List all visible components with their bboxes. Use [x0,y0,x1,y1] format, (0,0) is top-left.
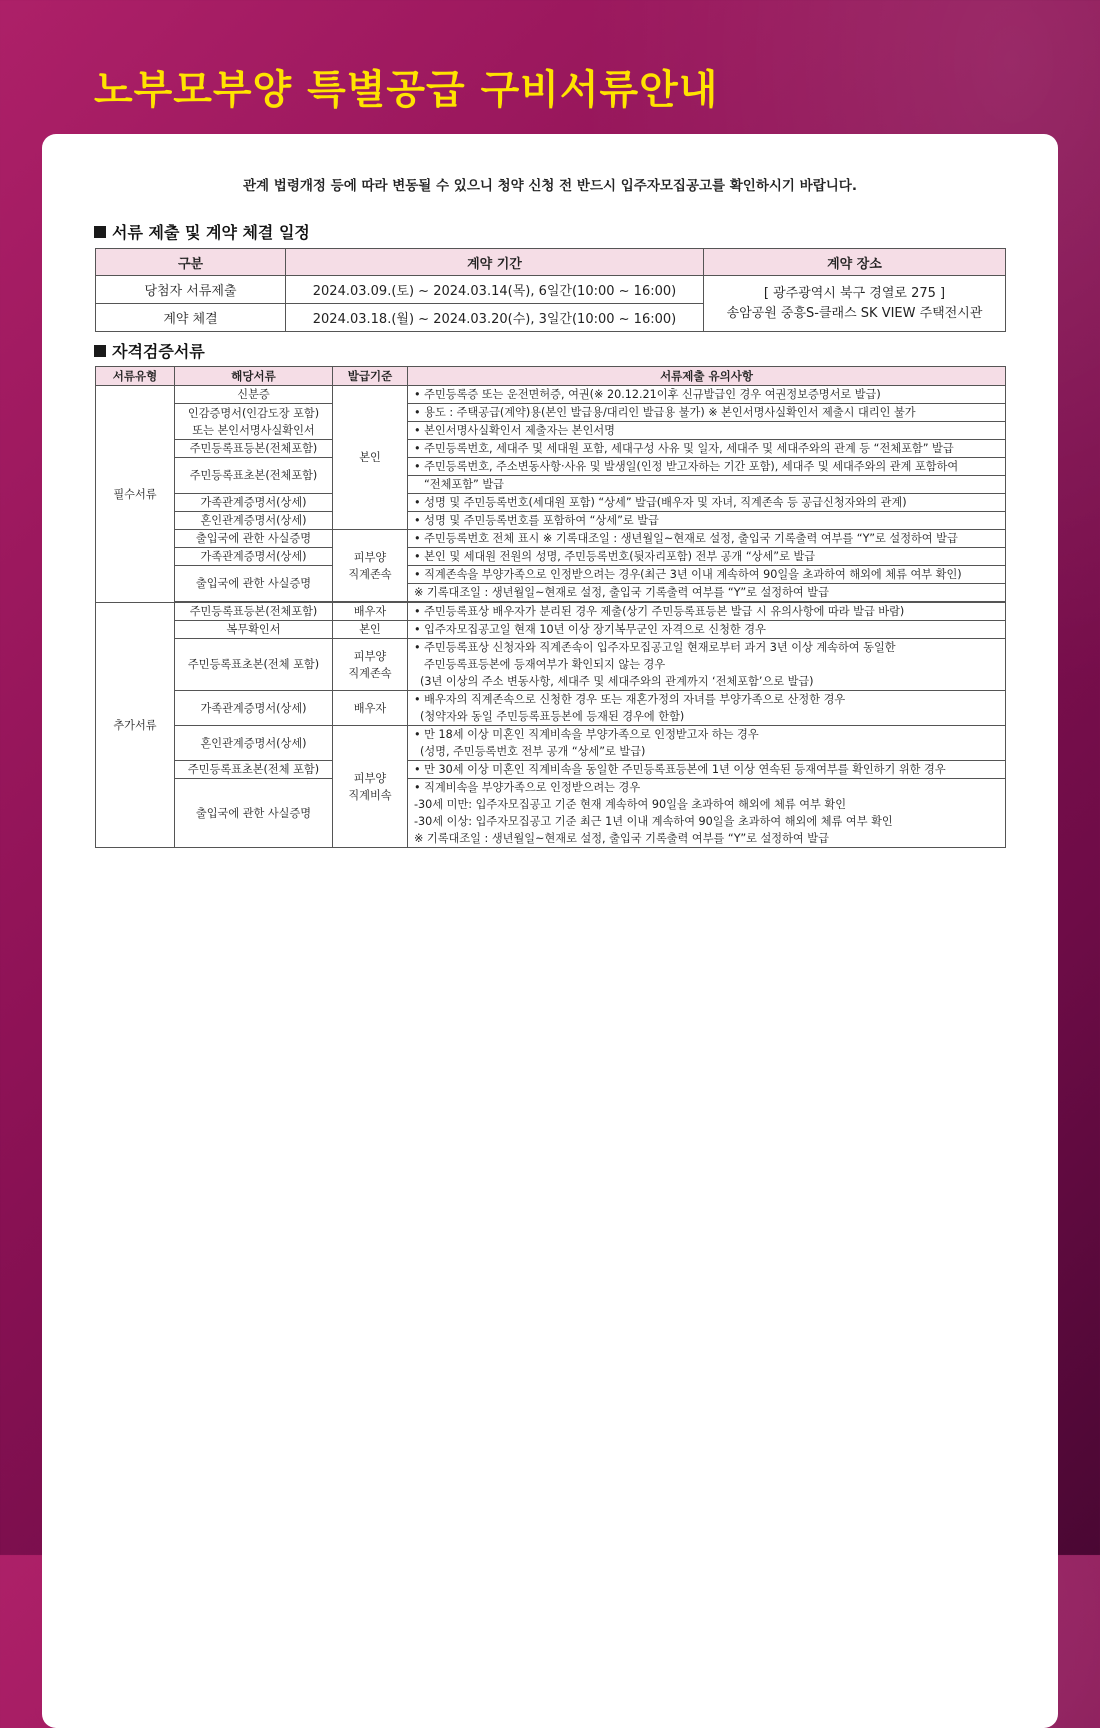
basis: 본인 [333,386,408,530]
doc-note: • 배우자의 직계존속으로 신청한 경우 또는 재혼가정의 자녀를 부양가족으로 산정한 경우 (청약자와 동일 주민등록표등본에 등재된 경우에 한함) [408,691,1006,726]
basis: 피부양 직계비속 [333,726,408,848]
doc-name: 주민등록표초본(전체 포함) [175,639,333,691]
docs-heading-text: 자격검증서류 [112,342,205,361]
doc-note: • 성명 및 주민등록번호(세대원 포함) “상세” 발급(배우자 및 자녀, 직계존속 등 공급신청자와의 관계) [408,494,1006,512]
table-row [96,726,1006,761]
schedule-table [95,248,1006,332]
table-row [96,566,1006,584]
doc-name: 가족관계증명서(상세) [175,494,333,512]
table-row [96,530,1006,548]
schedule-heading [94,220,310,243]
doc-note: “전체포함” 발급 [408,476,1006,494]
doc-note: • 용도 : 주택공급(계약)용(본인 발급용/대리인 발급용 불가) ※ 본인서명사실확인서 제출시 대리인 불가 [408,404,1006,422]
docs-header: 서류제출 유의사항 [408,367,1006,386]
doc-name: 주민등록표초본(전체포함) [175,458,333,494]
schedule-header: 계약 기간 [286,249,704,276]
table-row [96,639,1006,691]
doc-name: 주민등록표등본(전체포함) [175,440,333,458]
basis: 피부양 직계존속 [333,530,408,602]
doc-note: • 주민등록표상 신청자와 직계존속이 입주자모집공고일 현재로부터 과거 3년 이상 계속하여 동일한 주민등록표등본에 등재여부가 확인되지 않는 경우 (3년 이상의 주소 변동사항, 세대주 및 세대주와의 관계까지 ‘전체포함’으로 발급) [408,639,1006,691]
basis: 피부양 직계존속 [333,639,408,691]
table-row [96,621,1006,639]
doc-name: 신분증 [175,386,333,404]
doc-name: 가족관계증명서(상세) [175,548,333,566]
doc-name: 출입국에 관한 사실증명 [175,530,333,548]
schedule-period: 2024.03.18.(월) ~ 2024.03.20(수), 3일간(10:00 ~ 16:00) [286,304,704,332]
doc-note: ※ 기록대조일 : 생년월일~현재로 설정, 출입국 기록출력 여부를 “Y”로 설정하여 발급 [408,584,1006,602]
schedule-type: 당첨자 서류제출 [96,276,286,304]
group-label: 필수서류 [96,386,175,603]
table-row [96,548,1006,566]
basis: 배우자 [333,691,408,726]
page-title: 노부모부양 특별공급 구비서류안내 [94,67,719,113]
doc-name: 혼인관계증명서(상세) [175,726,333,761]
schedule-period: 2024.03.09.(토) ~ 2024.03.14(목), 6일간(10:00 ~ 16:00) [286,276,704,304]
doc-note: • 만 30세 이상 미혼인 직계비속을 동일한 주민등록표등본에 1년 이상 연속된 등재여부를 확인하기 위한 경우 [408,761,1006,779]
table-row [96,691,1006,726]
square-bullet-icon [94,345,106,357]
basis: 배우자 [333,603,408,621]
square-bullet-icon [94,226,106,238]
docs-header: 서류유형 [96,367,175,386]
notice-text: 관계 법령개정 등에 따라 변동될 수 있으니 청약 신청 전 반드시 입주자모집공고를 확인하시기 바랍니다. [243,178,857,194]
place-name: 송암공원 중흥S-클래스 SK VIEW 주택전시관 [726,305,983,321]
doc-note: • 주민등록표상 배우자가 분리된 경우 제출(상기 주민등록표등본 발급 시 유의사항에 따라 발급 바람) [408,603,1006,621]
doc-note: • 직계존속을 부양가족으로 인정받으려는 경우(최근 3년 이내 계속하여 90일을 초과하여 해외에 체류 여부 확인) [408,566,1006,584]
table-row [96,779,1006,848]
table-row [96,404,1006,422]
doc-note: • 직계비속을 부양가족으로 인정받으려는 경우 -30세 미만: 입주자모집공고 기준 현재 계속하여 90일을 초과하여 해외에 체류 여부 확인 -30세 이상: 입주자모집공고 기준 최근 1년 이내 계속하여 90일을 초과하여 해외에 체류 여부 확인 ※ 기록대조일 : 생년월일~현재로 설정, 출입국 기록출력 여부를 “Y”로 설정하여 발급 [408,779,1006,848]
table-row [96,512,1006,530]
docs-header: 발급기준 [333,367,408,386]
content-card [42,134,1058,1728]
doc-note: • 주민등록번호 전체 표시 ※ 기록대조일 : 생년월일~현재로 설정, 출입국 기록출력 여부를 “Y”로 설정하여 발급 [408,530,1006,548]
group-label: 추가서류 [96,603,175,848]
doc-name: 인감증명서(인감도장 포함) 또는 본인서명사실확인서 [175,404,333,440]
basis: 본인 [333,621,408,639]
doc-name: 출입국에 관한 사실증명 [175,566,333,602]
schedule-heading-text: 서류 제출 및 계약 체결 일정 [112,223,310,242]
doc-note: • 주민등록번호, 세대주 및 세대원 포함, 세대구성 사유 및 일자, 세대주 및 세대주와의 관계 등 “전체포함” 발급 [408,440,1006,458]
table-row [96,440,1006,458]
schedule-header: 계약 장소 [704,249,1006,276]
table-row [96,494,1006,512]
place-address: [ 광주광역시 북구 경열로 275 ] [763,285,946,301]
doc-note: • 주민등록증 또는 운전면허증, 여권(※ 20.12.21이후 신규발급인 경우 여권정보증명서로 발급) [408,386,1006,404]
doc-name: 주민등록표초본(전체 포함) [175,761,333,779]
doc-name: 가족관계증명서(상세) [175,691,333,726]
doc-name: 출입국에 관한 사실증명 [175,779,333,848]
doc-note: • 주민등록번호, 주소변동사항·사유 및 발생일(인정 받고자하는 기간 포함), 세대주 및 세대주와의 관계 포함하여 [408,458,1006,476]
table-row [96,761,1006,779]
doc-note: • 입주자모집공고일 현재 10년 이상 장기복무군인 자격으로 신청한 경우 [408,621,1006,639]
doc-note: • 본인서명사실확인서 제출자는 본인서명 [408,422,1006,440]
doc-name: 주민등록표등본(전체포함) [175,603,333,621]
docs-table [95,366,1006,848]
docs-heading [94,339,205,362]
table-row [96,458,1006,476]
doc-note: • 본인 및 세대원 전원의 성명, 주민등록번호(뒷자리포함) 전부 공개 “상세”로 발급 [408,548,1006,566]
doc-note: • 만 18세 이상 미혼인 직계비속을 부양가족으로 인정받고자 하는 경우 (성명, 주민등록번호 전부 공개 “상세”로 발급) [408,726,1006,761]
doc-name: 복무확인서 [175,621,333,639]
table-row [96,603,1006,621]
docs-header: 해당서류 [175,367,333,386]
table-row [96,386,1006,404]
doc-note: • 성명 및 주민등록번호를 포함하여 “상세”로 발급 [408,512,1006,530]
schedule-type: 계약 체결 [96,304,286,332]
schedule-place [704,276,1006,332]
schedule-header: 구분 [96,249,286,276]
doc-name: 혼인관계증명서(상세) [175,512,333,530]
